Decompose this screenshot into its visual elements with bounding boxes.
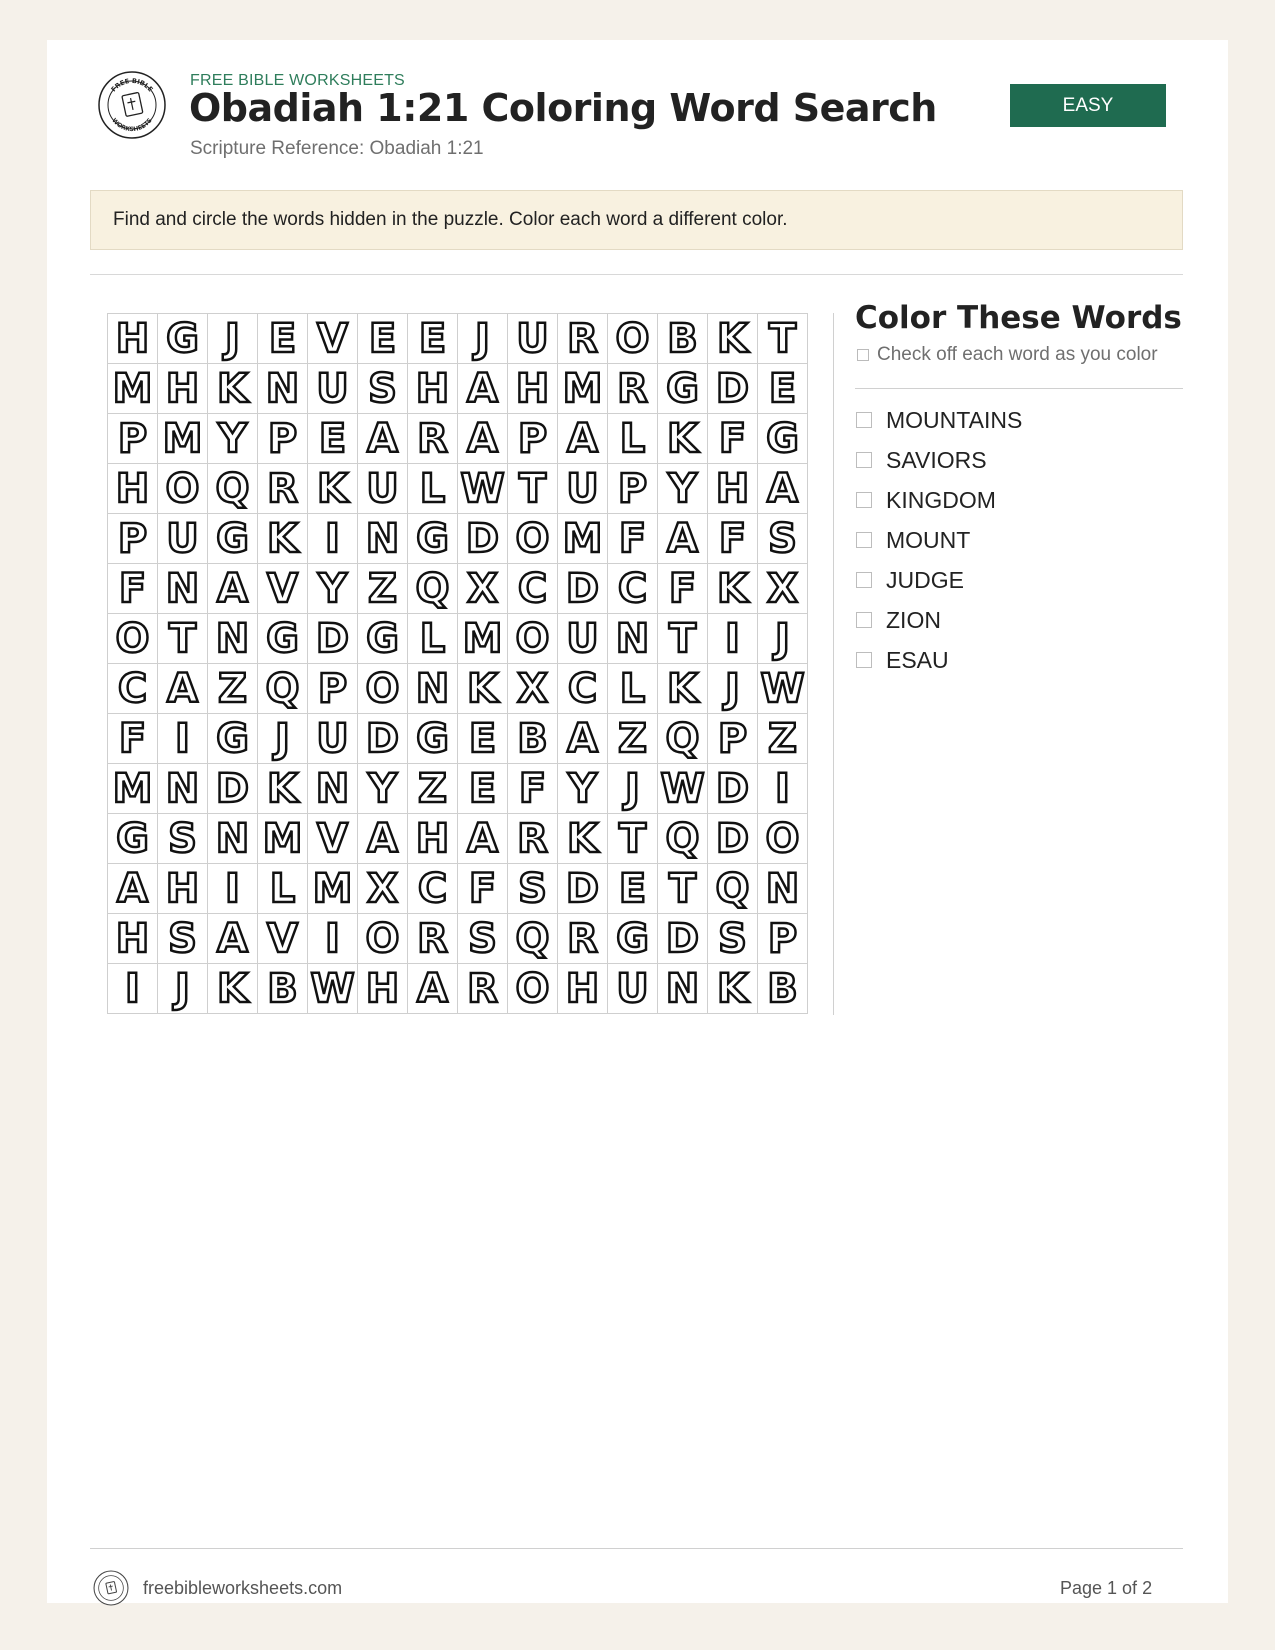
grid-cell[interactable]: F bbox=[658, 564, 708, 614]
grid-cell[interactable]: K bbox=[208, 364, 258, 414]
grid-cell[interactable]: I bbox=[758, 764, 808, 814]
grid-cell[interactable]: P bbox=[608, 464, 658, 514]
grid-row bbox=[108, 714, 808, 764]
grid-cell[interactable]: G bbox=[108, 814, 158, 864]
grid-cell[interactable]: C bbox=[108, 664, 158, 714]
grid-cell[interactable]: G bbox=[208, 714, 258, 764]
grid-cell[interactable]: H bbox=[708, 464, 758, 514]
grid-cell[interactable]: Q bbox=[208, 464, 258, 514]
grid-cell[interactable]: N bbox=[158, 764, 208, 814]
instructions-text: Find and circle the words hidden in the puzzle. Color each word a different color. bbox=[113, 209, 788, 230]
grid-cell[interactable]: N bbox=[758, 864, 808, 914]
grid-cell[interactable]: I bbox=[208, 864, 258, 914]
grid-cell[interactable]: U bbox=[308, 364, 358, 414]
footer-website: freebibleworksheets.com bbox=[143, 1578, 343, 1598]
grid-cell[interactable]: O bbox=[608, 314, 658, 364]
grid-cell[interactable]: J bbox=[708, 664, 758, 714]
grid-cell[interactable]: R bbox=[408, 414, 458, 464]
grid-row bbox=[108, 964, 808, 1014]
grid-cell[interactable]: T bbox=[658, 614, 708, 664]
grid-cell[interactable]: C bbox=[408, 864, 458, 914]
word-list-subtitle bbox=[857, 344, 1158, 366]
word-item bbox=[856, 480, 1022, 520]
grid-cell[interactable]: Y bbox=[308, 564, 358, 614]
grid-cell[interactable]: Z bbox=[208, 664, 258, 714]
grid-cell[interactable]: S bbox=[508, 864, 558, 914]
grid-cell[interactable]: V bbox=[308, 314, 358, 364]
grid-cell[interactable]: D bbox=[708, 764, 758, 814]
grid-cell[interactable]: N bbox=[208, 614, 258, 664]
word-checkbox[interactable] bbox=[856, 652, 872, 668]
grid-cell[interactable]: E bbox=[458, 764, 508, 814]
grid-cell[interactable]: Y bbox=[658, 464, 708, 514]
grid-cell[interactable]: R bbox=[258, 464, 308, 514]
grid-cell[interactable]: Z bbox=[608, 714, 658, 764]
grid-cell[interactable]: E bbox=[608, 864, 658, 914]
word-list bbox=[856, 400, 1022, 680]
grid-cell[interactable]: R bbox=[558, 314, 608, 364]
grid-cell[interactable]: U bbox=[608, 964, 658, 1014]
grid-cell[interactable]: O bbox=[508, 964, 558, 1014]
grid-cell[interactable]: M bbox=[108, 764, 158, 814]
grid-cell[interactable]: A bbox=[658, 514, 708, 564]
grid-cell[interactable]: H bbox=[158, 364, 208, 414]
grid-cell[interactable]: A bbox=[558, 714, 608, 764]
grid-cell[interactable]: N bbox=[608, 614, 658, 664]
grid-cell[interactable]: G bbox=[158, 314, 208, 364]
grid-cell[interactable]: V bbox=[258, 564, 308, 614]
word-item bbox=[856, 520, 1022, 560]
word-label: MOUNT bbox=[886, 526, 971, 553]
grid-cell[interactable]: A bbox=[458, 814, 508, 864]
grid-cell[interactable]: B bbox=[658, 314, 708, 364]
footer-divider bbox=[90, 1548, 1183, 1549]
grid-cell[interactable]: C bbox=[508, 564, 558, 614]
grid-cell[interactable]: A bbox=[208, 914, 258, 964]
grid-cell[interactable]: Q bbox=[658, 814, 708, 864]
grid-cell[interactable]: Z bbox=[408, 764, 458, 814]
grid-cell[interactable]: W bbox=[458, 464, 508, 514]
grid-row bbox=[108, 664, 808, 714]
word-checkbox[interactable] bbox=[856, 492, 872, 508]
grid-cell[interactable]: W bbox=[658, 764, 708, 814]
grid-cell[interactable]: G bbox=[658, 364, 708, 414]
grid-cell[interactable]: V bbox=[258, 914, 308, 964]
footer-logo-icon bbox=[93, 1570, 129, 1606]
grid-row bbox=[108, 864, 808, 914]
word-item bbox=[856, 400, 1022, 440]
word-item bbox=[856, 440, 1022, 480]
grid-cell[interactable]: G bbox=[258, 614, 308, 664]
brand-name: FREE BIBLE WORKSHEETS bbox=[190, 72, 405, 89]
grid-cell[interactable]: P bbox=[758, 914, 808, 964]
grid-cell[interactable]: N bbox=[408, 664, 458, 714]
grid-cell[interactable]: A bbox=[358, 414, 408, 464]
grid-cell[interactable]: D bbox=[308, 614, 358, 664]
grid-cell[interactable]: Y bbox=[558, 764, 608, 814]
grid-cell[interactable]: N bbox=[658, 964, 708, 1014]
grid-cell[interactable]: A bbox=[108, 864, 158, 914]
grid-cell[interactable]: L bbox=[408, 614, 458, 664]
grid-cell[interactable]: K bbox=[458, 664, 508, 714]
grid-cell[interactable]: O bbox=[158, 464, 208, 514]
sidebar-divider bbox=[855, 388, 1183, 389]
grid-cell[interactable]: N bbox=[208, 814, 258, 864]
book-logo-icon bbox=[97, 70, 167, 140]
grid-cell[interactable]: M bbox=[108, 364, 158, 414]
grid-cell[interactable]: L bbox=[408, 464, 458, 514]
grid-cell[interactable]: H bbox=[358, 964, 408, 1014]
grid-cell[interactable]: R bbox=[408, 914, 458, 964]
grid-cell[interactable]: R bbox=[508, 814, 558, 864]
grid-cell[interactable]: K bbox=[658, 414, 708, 464]
grid-cell[interactable]: D bbox=[558, 564, 608, 614]
grid-cell[interactable]: X bbox=[458, 564, 508, 614]
grid-cell[interactable]: V bbox=[308, 814, 358, 864]
vertical-divider bbox=[833, 313, 834, 1015]
grid-cell[interactable]: T bbox=[158, 614, 208, 664]
grid-cell[interactable]: X bbox=[508, 664, 558, 714]
grid-cell[interactable]: F bbox=[508, 764, 558, 814]
grid-cell[interactable]: H bbox=[158, 864, 208, 914]
grid-cell[interactable]: S bbox=[708, 914, 758, 964]
grid-cell[interactable]: J bbox=[258, 714, 308, 764]
grid-cell[interactable]: T bbox=[608, 814, 658, 864]
grid-cell[interactable]: T bbox=[758, 314, 808, 364]
grid-cell[interactable]: G bbox=[208, 514, 258, 564]
grid-row bbox=[108, 564, 808, 614]
grid-cell[interactable]: D bbox=[458, 514, 508, 564]
grid-cell[interactable]: I bbox=[308, 914, 358, 964]
grid-cell[interactable]: S bbox=[758, 514, 808, 564]
grid-row bbox=[108, 614, 808, 664]
grid-cell[interactable]: R bbox=[608, 364, 658, 414]
grid-cell[interactable]: Q bbox=[408, 564, 458, 614]
grid-cell[interactable]: E bbox=[408, 314, 458, 364]
grid-cell[interactable]: O bbox=[508, 514, 558, 564]
grid-cell[interactable]: L bbox=[608, 664, 658, 714]
grid-cell[interactable]: H bbox=[408, 814, 458, 864]
grid-cell[interactable]: K bbox=[658, 664, 708, 714]
grid-row bbox=[108, 914, 808, 964]
grid-cell[interactable]: F bbox=[108, 714, 158, 764]
grid-cell[interactable]: C bbox=[558, 664, 608, 714]
grid-cell[interactable]: P bbox=[258, 414, 308, 464]
grid-cell[interactable]: Q bbox=[708, 864, 758, 914]
grid-cell[interactable]: G bbox=[408, 714, 458, 764]
grid-cell[interactable]: H bbox=[558, 964, 608, 1014]
grid-cell[interactable]: Q bbox=[508, 914, 558, 964]
grid-cell[interactable]: E bbox=[758, 364, 808, 414]
grid-cell[interactable]: I bbox=[158, 714, 208, 764]
grid-row bbox=[108, 364, 808, 414]
grid-cell[interactable]: U bbox=[358, 464, 408, 514]
grid-cell[interactable]: F bbox=[108, 564, 158, 614]
grid-cell[interactable]: M bbox=[158, 414, 208, 464]
grid-cell[interactable]: Z bbox=[358, 564, 408, 614]
grid-cell[interactable]: E bbox=[358, 314, 408, 364]
grid-cell[interactable]: X bbox=[358, 864, 408, 914]
grid-cell[interactable]: M bbox=[558, 514, 608, 564]
grid-cell[interactable]: A bbox=[408, 964, 458, 1014]
grid-cell[interactable]: A bbox=[208, 564, 258, 614]
grid-cell[interactable]: H bbox=[108, 314, 158, 364]
grid-cell[interactable]: K bbox=[558, 814, 608, 864]
grid-cell[interactable]: J bbox=[208, 314, 258, 364]
grid-cell[interactable]: P bbox=[108, 414, 158, 464]
grid-cell[interactable]: X bbox=[758, 564, 808, 614]
word-item bbox=[856, 600, 1022, 640]
grid-cell[interactable]: B bbox=[758, 964, 808, 1014]
grid-cell[interactable]: U bbox=[158, 514, 208, 564]
grid-cell[interactable]: C bbox=[608, 564, 658, 614]
grid-cell[interactable]: A bbox=[758, 464, 808, 514]
word-checkbox[interactable] bbox=[856, 452, 872, 468]
grid-cell[interactable]: U bbox=[558, 464, 608, 514]
grid-cell[interactable]: O bbox=[108, 614, 158, 664]
grid-cell[interactable]: F bbox=[708, 514, 758, 564]
grid-cell[interactable]: Y bbox=[208, 414, 258, 464]
grid-cell[interactable]: D bbox=[658, 914, 708, 964]
grid-cell[interactable]: S bbox=[158, 814, 208, 864]
grid-cell[interactable]: B bbox=[258, 964, 308, 1014]
grid-cell[interactable]: O bbox=[508, 614, 558, 664]
grid-cell[interactable]: R bbox=[558, 914, 608, 964]
grid-cell[interactable]: K bbox=[308, 464, 358, 514]
word-item bbox=[856, 640, 1022, 680]
grid-cell[interactable]: A bbox=[158, 664, 208, 714]
grid-cell[interactable]: Y bbox=[358, 764, 408, 814]
grid-cell[interactable]: S bbox=[158, 914, 208, 964]
grid-cell[interactable]: U bbox=[558, 614, 608, 664]
grid-cell[interactable]: W bbox=[758, 664, 808, 714]
grid-cell[interactable]: G bbox=[408, 514, 458, 564]
grid-cell[interactable]: J bbox=[758, 614, 808, 664]
grid-cell[interactable]: J bbox=[608, 764, 658, 814]
grid-cell[interactable]: D bbox=[358, 714, 408, 764]
grid-cell[interactable]: K bbox=[258, 514, 308, 564]
grid-cell[interactable]: D bbox=[558, 864, 608, 914]
grid-cell[interactable]: G bbox=[358, 614, 408, 664]
word-label: KINGDOM bbox=[886, 486, 996, 513]
grid-cell[interactable]: F bbox=[608, 514, 658, 564]
grid-cell[interactable]: T bbox=[508, 464, 558, 514]
grid-cell[interactable]: I bbox=[708, 614, 758, 664]
page-title: Obadiah 1:21 Coloring Word Search bbox=[189, 86, 937, 130]
grid-cell[interactable]: S bbox=[458, 914, 508, 964]
word-search-grid bbox=[107, 313, 808, 1014]
grid-cell[interactable]: K bbox=[208, 964, 258, 1014]
grid-cell[interactable]: P bbox=[308, 664, 358, 714]
grid-cell[interactable]: I bbox=[308, 514, 358, 564]
grid-cell[interactable]: N bbox=[308, 764, 358, 814]
grid-row bbox=[108, 464, 808, 514]
grid-cell[interactable]: G bbox=[608, 914, 658, 964]
grid-cell[interactable]: J bbox=[158, 964, 208, 1014]
word-label: ZION bbox=[886, 606, 941, 633]
word-checkbox[interactable] bbox=[856, 572, 872, 588]
grid-cell[interactable]: K bbox=[708, 964, 758, 1014]
grid-row bbox=[108, 414, 808, 464]
grid-row bbox=[108, 814, 808, 864]
word-checkbox[interactable] bbox=[856, 612, 872, 628]
grid-cell[interactable]: K bbox=[258, 764, 308, 814]
grid-cell[interactable]: F bbox=[708, 414, 758, 464]
grid-cell[interactable]: L bbox=[608, 414, 658, 464]
grid-cell[interactable]: T bbox=[658, 864, 708, 914]
word-checkbox[interactable] bbox=[856, 532, 872, 548]
scripture-reference: Scripture Reference: Obadiah 1:21 bbox=[190, 138, 484, 159]
grid-cell[interactable]: A bbox=[458, 414, 508, 464]
grid-cell[interactable]: J bbox=[458, 314, 508, 364]
divider bbox=[90, 274, 1183, 275]
grid-cell[interactable]: A bbox=[458, 364, 508, 414]
grid-cell[interactable]: N bbox=[158, 564, 208, 614]
grid-cell[interactable]: P bbox=[708, 714, 758, 764]
grid-cell[interactable]: N bbox=[258, 364, 308, 414]
grid-cell[interactable]: G bbox=[758, 414, 808, 464]
logo-text-bottom: WORKSHEETS bbox=[110, 117, 154, 134]
grid-cell[interactable]: F bbox=[458, 864, 508, 914]
grid-cell[interactable]: D bbox=[708, 814, 758, 864]
grid-cell[interactable]: M bbox=[258, 814, 308, 864]
grid-cell[interactable]: H bbox=[408, 364, 458, 414]
grid-cell[interactable]: D bbox=[208, 764, 258, 814]
grid-cell[interactable]: N bbox=[358, 514, 408, 564]
grid-cell[interactable]: O bbox=[358, 914, 408, 964]
grid-cell[interactable]: M bbox=[458, 614, 508, 664]
grid-cell[interactable]: K bbox=[708, 314, 758, 364]
grid-row bbox=[108, 764, 808, 814]
grid-cell[interactable]: A bbox=[358, 814, 408, 864]
grid-cell[interactable]: A bbox=[558, 414, 608, 464]
grid-cell[interactable]: R bbox=[458, 964, 508, 1014]
grid-cell[interactable]: S bbox=[358, 364, 408, 414]
grid-row bbox=[108, 314, 808, 364]
grid-cell[interactable]: B bbox=[508, 714, 558, 764]
grid-cell[interactable]: P bbox=[108, 514, 158, 564]
page-number: Page 1 of 2 bbox=[1060, 1578, 1153, 1598]
grid-cell[interactable]: M bbox=[558, 364, 608, 414]
grid-cell[interactable]: O bbox=[358, 664, 408, 714]
grid-cell[interactable]: E bbox=[258, 314, 308, 364]
grid-cell[interactable]: O bbox=[758, 814, 808, 864]
word-list-title: Color These Words bbox=[855, 300, 1182, 336]
word-list-subtitle-text: Check off each word as you color bbox=[877, 344, 1158, 365]
grid-cell[interactable]: U bbox=[508, 314, 558, 364]
grid-cell[interactable]: H bbox=[108, 914, 158, 964]
grid-cell[interactable]: D bbox=[708, 364, 758, 414]
grid-cell[interactable]: H bbox=[508, 364, 558, 414]
grid-cell[interactable]: Q bbox=[258, 664, 308, 714]
grid-cell[interactable]: Z bbox=[758, 714, 808, 764]
grid-cell[interactable]: Q bbox=[658, 714, 708, 764]
grid-cell[interactable]: K bbox=[708, 564, 758, 614]
word-label: ESAU bbox=[886, 646, 949, 673]
grid-cell[interactable]: U bbox=[308, 714, 358, 764]
logo-text-top: FREE BIBLE bbox=[109, 76, 155, 94]
grid-cell[interactable]: E bbox=[308, 414, 358, 464]
word-label: SAVIORS bbox=[886, 446, 987, 473]
word-item bbox=[856, 560, 1022, 600]
checkbox-icon bbox=[857, 349, 869, 361]
grid-cell[interactable]: W bbox=[308, 964, 358, 1014]
grid-row bbox=[108, 514, 808, 564]
difficulty-badge: EASY bbox=[1010, 84, 1166, 127]
instructions-box bbox=[90, 190, 1183, 250]
grid-cell[interactable]: M bbox=[308, 864, 358, 914]
grid-cell[interactable]: P bbox=[508, 414, 558, 464]
word-checkbox[interactable] bbox=[856, 412, 872, 428]
word-label: MOUNTAINS bbox=[886, 406, 1023, 433]
grid-cell[interactable]: H bbox=[108, 464, 158, 514]
grid-cell[interactable]: L bbox=[258, 864, 308, 914]
word-label: JUDGE bbox=[886, 566, 964, 593]
worksheet-page bbox=[47, 40, 1228, 1603]
grid-cell[interactable]: I bbox=[108, 964, 158, 1014]
grid-cell[interactable]: E bbox=[458, 714, 508, 764]
